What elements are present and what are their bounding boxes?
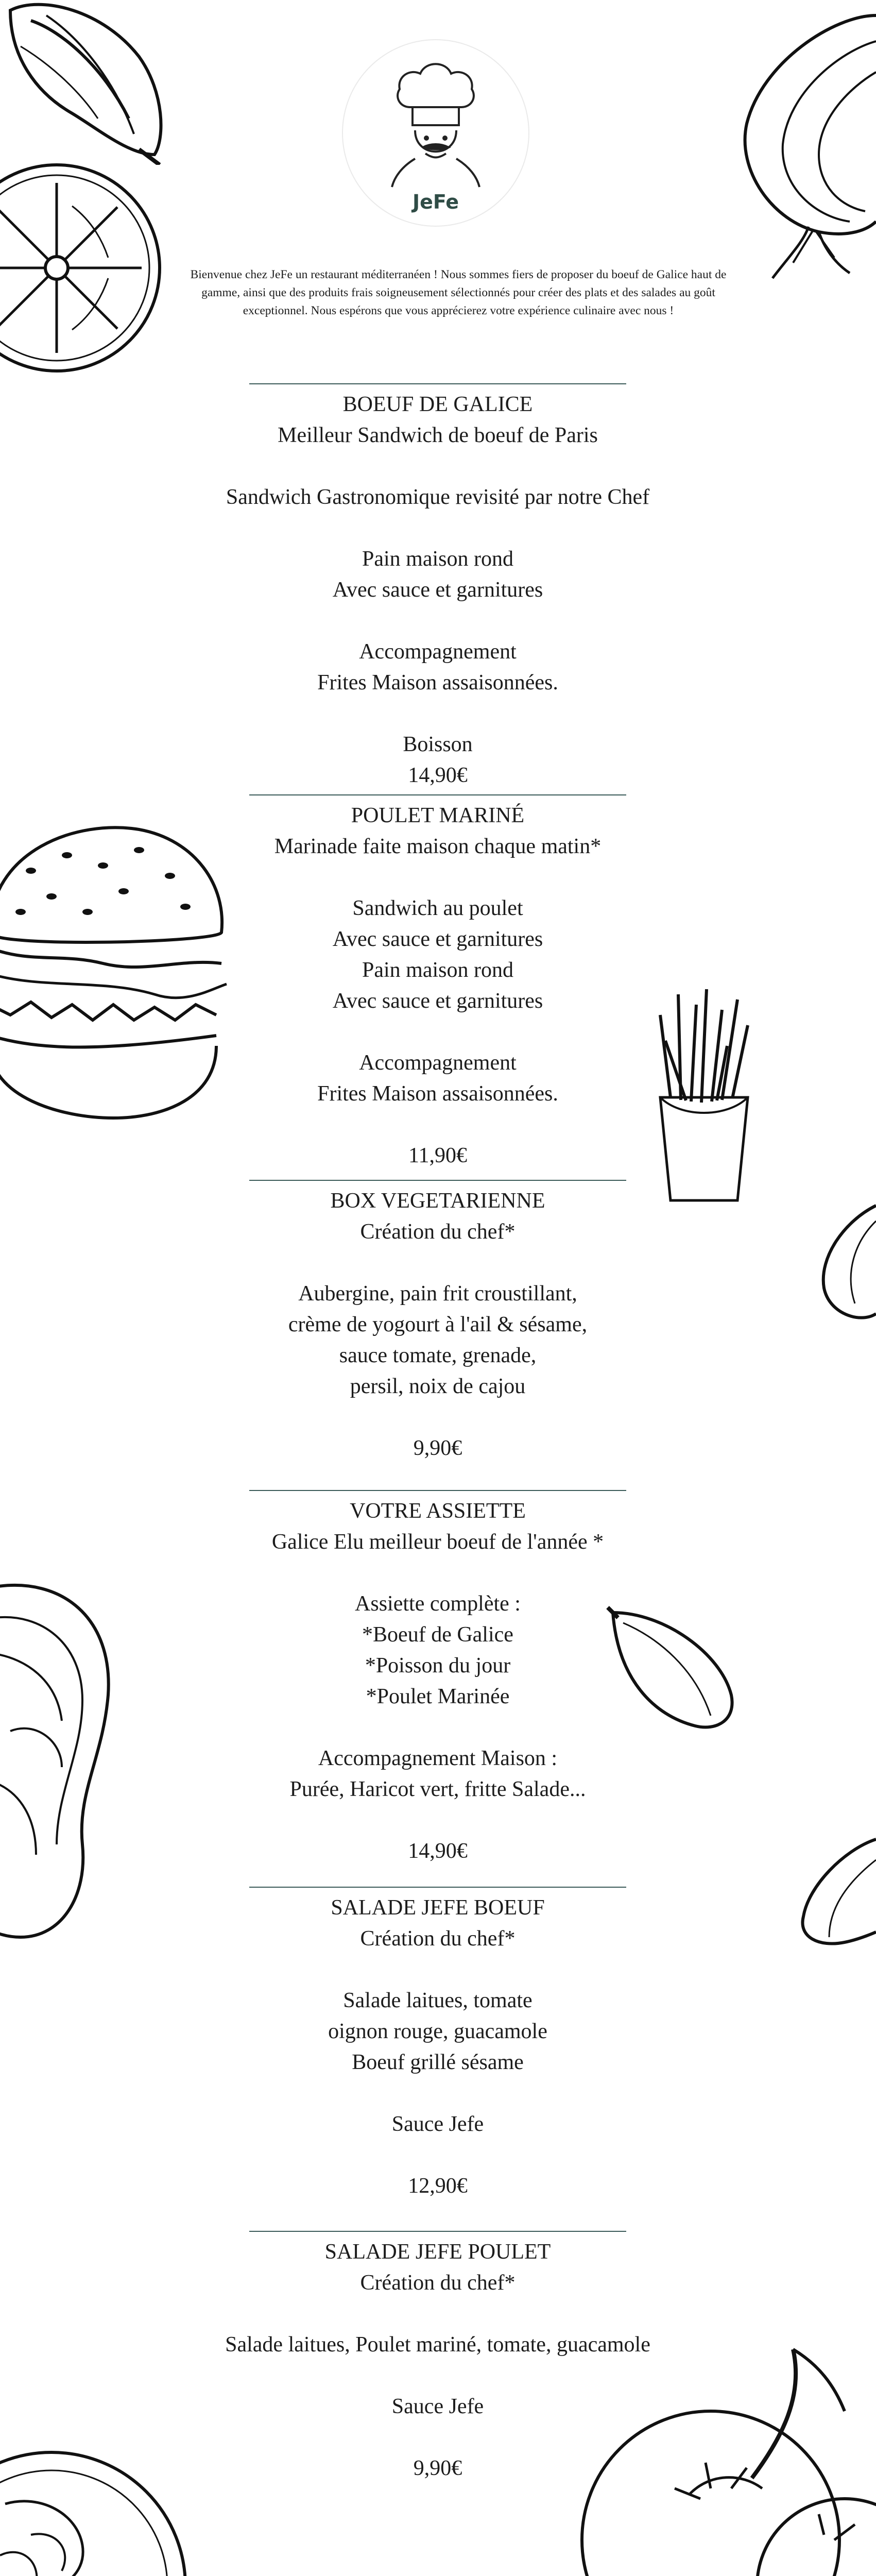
salmon-steak-illustration xyxy=(0,1577,118,1947)
section-subtitle: Marinade faite maison chaque matin* xyxy=(274,835,602,858)
intro-paragraph: Bienvenue chez JeFe un restaurant méditerranéen ! Nous sommes fiers de proposer du boeuf de Galice haut de gamme, ainsi que des produits frais soigneusement sélectionnés pour créer des plats et des salades au goût exceptionnel. Nous espérons que vous apprécierez votre expérience culinaire avec nous ! xyxy=(190,268,727,317)
price: 12,90€ xyxy=(408,2174,468,2198)
menu-line: Sandwich Gastronomique revisité par notre Chef xyxy=(226,485,650,509)
price: 9,90€ xyxy=(413,1436,462,1460)
menu-section-box-vegetarienne xyxy=(154,1185,721,1464)
onion-illustration-top-right xyxy=(716,0,876,289)
menu-line: Boisson xyxy=(403,733,473,756)
menu-line: *Boeuf de Galice xyxy=(362,1623,513,1647)
price: 14,90€ xyxy=(408,1839,468,1863)
section-title: VOTRE ASSIETTE xyxy=(350,1499,526,1523)
section-title: POULET MARINÉ xyxy=(351,804,525,827)
menu-line: Purée, Haricot vert, fritte Salade... xyxy=(289,1777,586,1801)
section-title: SALADE JEFE BOEUF xyxy=(331,1896,545,1920)
section-divider xyxy=(249,794,626,795)
menu-line: Pain maison rond xyxy=(362,958,513,982)
section-divider xyxy=(249,1887,626,1888)
menu-line: *Poulet Marinée xyxy=(366,1685,510,1708)
menu-section-poulet-marine xyxy=(154,800,721,1171)
menu-line: Salade laitues, Poulet mariné, tomate, guacamole xyxy=(225,2333,650,2357)
menu-line: Accompagnement Maison : xyxy=(318,1747,558,1770)
menu-section-salade-jefe-poulet xyxy=(154,2236,721,2484)
menu-line: Accompagnement xyxy=(359,1051,517,1075)
section-subtitle: Création du chef* xyxy=(360,1220,516,1244)
section-divider xyxy=(249,2231,626,2232)
menu-line: persil, noix de cajou xyxy=(350,1375,526,1398)
menu-line: Accompagnement xyxy=(359,640,517,664)
lemon-slice-illustration xyxy=(0,155,175,381)
price: 9,90€ xyxy=(413,2456,462,2480)
menu-line: crème de yogourt à l'ail & sésame, xyxy=(288,1313,588,1336)
menu-line: Assiette complète : xyxy=(355,1592,521,1616)
menu-line: oignon rouge, guacamole xyxy=(328,2020,547,2043)
garlic-illustration-top-left xyxy=(0,0,175,165)
menu-line: sauce tomate, grenade, xyxy=(339,1344,537,1367)
section-divider xyxy=(249,1180,626,1181)
section-title: BOEUF DE GALICE xyxy=(342,393,533,416)
menu-line: Sauce Jefe xyxy=(391,2395,484,2418)
garlic-clove-illustration-right-2 xyxy=(788,1829,876,1947)
menu-line: Frites Maison assaisonnées. xyxy=(317,1082,558,1106)
section-subtitle: Galice Elu meilleur boeuf de l'année * xyxy=(271,1530,604,1554)
menu-section-boeuf-de-galice xyxy=(154,389,721,791)
section-subtitle: Création du chef* xyxy=(360,2271,516,2295)
menu-line: Boeuf grillé sésame xyxy=(352,2050,524,2074)
garlic-clove-illustration-right-1 xyxy=(814,1200,876,1324)
menu-line: Sandwich au poulet xyxy=(352,896,523,920)
price: 11,90€ xyxy=(408,1144,467,1167)
section-subtitle: Meilleur Sandwich de boeuf de Paris xyxy=(278,423,598,447)
menu-line: Avec sauce et garnitures xyxy=(332,927,543,951)
section-divider xyxy=(249,383,626,384)
menu-line: Avec sauce et garnitures xyxy=(332,989,543,1013)
restaurant-logo xyxy=(343,40,528,226)
section-title: SALADE JEFE POULET xyxy=(324,2240,551,2264)
section-title: BOX VEGETARIENNE xyxy=(330,1189,545,1213)
menu-line: Sauce Jefe xyxy=(391,2112,484,2136)
menu-section-votre-assiette xyxy=(154,1496,721,1867)
price: 14,90€ xyxy=(408,764,468,787)
chef-icon xyxy=(343,40,528,190)
menu-line: *Poisson du jour xyxy=(365,1654,511,1677)
section-divider xyxy=(249,1490,626,1491)
menu-line: Avec sauce et garnitures xyxy=(332,578,543,602)
menu-line: Salade laitues, tomate xyxy=(343,1989,533,2012)
menu-line: Aubergine, pain frit croustillant, xyxy=(298,1282,577,1306)
section-subtitle: Création du chef* xyxy=(360,1927,516,1951)
menu-section-salade-jefe-boeuf xyxy=(154,1892,721,2201)
menu-line: Pain maison rond xyxy=(362,547,513,571)
menu-line: Frites Maison assaisonnées. xyxy=(317,671,558,694)
logo-wordmark: JeFe xyxy=(412,191,459,213)
